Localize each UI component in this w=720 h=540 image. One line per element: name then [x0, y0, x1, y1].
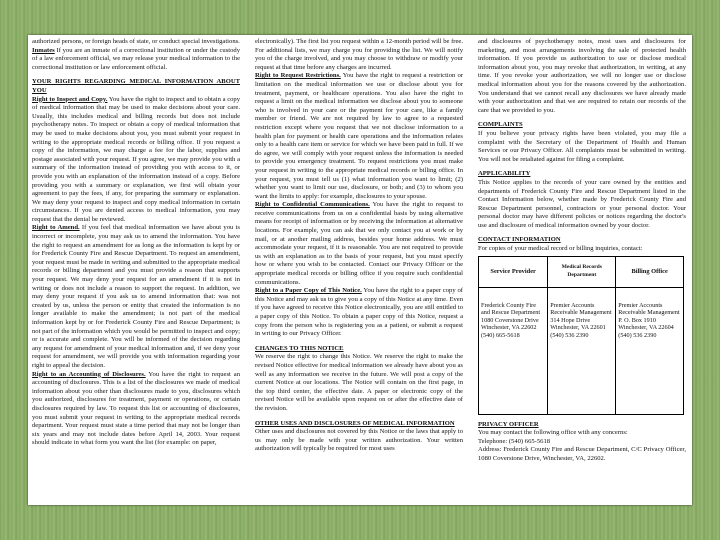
- contact-text: For copies of your medical record or billing inquiries, contact:: [478, 245, 643, 253]
- table-header: Medical Records Department: [548, 256, 616, 287]
- paper-copy-heading: Right to a Paper Copy of This Notice.: [255, 287, 362, 295]
- inspect-heading: Right to Inspect and Copy.: [32, 95, 108, 103]
- paper-copy-paragraph: [255, 287, 463, 339]
- contact-table: [478, 256, 684, 415]
- other-uses-heading: OTHER USES AND DISCLOSURES OF MEDICAL INFORMATION: [255, 419, 455, 427]
- confidential-text: You have the right to request to receive communications from us on a confidential basis by using alternative means for receipt of information or by receiving the information at alternative locations. For example, you can ask that we only contact you at work or by mail, or at another mailing address, besides your home address. We must accommodate your request, if it is reasonable. You are not required to provide us with an explanation as to the basis of your request, but you must specify how or where you wish to be contacted. Contact our Privacy Officer or the appropriate medical records or billing office if you require such confidential communications.: [255, 201, 463, 286]
- address: Address: Frederick County Fire and Rescue Department, C/C Privacy Officer, 1080 Coverstone Drive, Winchester, VA, 22602.: [478, 446, 686, 463]
- paragraph: electronically). The first list you request within a 12-month period will be free. For additional lists, we may charge you for providing the list. We will notify you of the charge involved, and you may choose to withdraw or modify your request at that time before any charges are incurred.: [255, 38, 463, 71]
- table-cell: Premier Accounts Receivable Management 314 Hope Drive Winchester, VA 22601 (540) 536 2390: [548, 287, 616, 414]
- restrictions-text: You have the right to request a restriction or limitation on the medical information we use or disclose about you for treatment, payment, or healthcare operations. You also have the right to request a limit on the medical information we disclose about you to someone who is involved in your care or the payment for your care, like a family member or friend. We are not required by law to agree to a requested restriction except where you request that we not disclose information to a health plan for payment or health care operations and the information relates only to a health care item or service for which we have been paid in full. If we do agree, we will comply with your request unless the information is needed to provide you emergency treatment. To request restrictions you must make your request in writing to the appropriate medical records or billing office. In your request, you must tell us (1) what information you want to limit; (2) whether you want to limit our use, disclosure, or both; and (3) to whom you want the limits to apply: for example, disclosures to your spouse.: [255, 72, 463, 200]
- accounting-heading: Right to an Accounting of Disclosures.: [32, 370, 146, 378]
- inmates-heading: Inmates: [32, 46, 55, 54]
- complaints-text: If you believe your privacy rights have been violated, you may file a complaint with the Secretary of the Department of Health and Human Services or our Privacy Officer. All complaints must be submitted in writing. You will not be retaliated against for filing a complaint.: [478, 129, 686, 163]
- column-1: [32, 38, 240, 448]
- column-3: [478, 38, 686, 464]
- confidential-heading: Right to Confidential Communications.: [255, 201, 370, 209]
- contact-heading: CONTACT INFORMATION: [478, 236, 561, 244]
- inmates-paragraph: [32, 47, 240, 73]
- accounting-text: You have the right to request an accounting of disclosures. This is a list of the disclosures we made of medical information about you other than disclosures made to you, disclosures which you authorized, disclosures for treatment, payment or operations, or certain disclosures required by law. To request this list or accounting of disclosures, you must submit your request in writing to the appropriate medical records department. Your request must state a time period that may not be longer than six years and may not include dates before April 14, 2003. Your request should indicate in what form you want the list (for example: on paper,: [32, 370, 240, 447]
- paragraph: authorized persons, or foreign heads of state, or conduct special investigations.: [32, 38, 240, 45]
- column-2: [255, 38, 463, 454]
- rights-heading: YOUR RIGHTS REGARDING MEDICAL INFORMATION ABOUT YOU: [32, 78, 240, 94]
- changes-heading: CHANGES TO THIS NOTICE: [255, 344, 344, 352]
- applicability-text: This Notice applies to the records of your care owned by the entities and departments of Frederick County Fire and Rescue Department listed in the Contact Information below, whether made by Frederick County Fire and Rescue Department personnel, contractors or your personal doctor. Your personal doctor may have different policies or notices regarding the doctor's use and disclosure of medical information owned by your doctor.: [478, 178, 686, 229]
- inspect-text: You have the right to inspect and to obtain a copy of medical information that may be used to make decisions about your care. Usually, this includes medical and billing records but does not include psychotherapy notes. To inspect or obtain a copy of medical information that may be used to make decisions about you, you must submit your request in writing to the appropriate medical records or billing office. If you request a copy of the information, we may charge a fee for the labor, supplies and postage associated with your request. If you agree, we may provide you with a summary of the information instead of providing you with access to it, or provide you with an explanation of the information instead of a copy. Before providing you with a summary or explanation, we first will obtain your agreement to pay the fees, if any, for preparing the summary or explanation. We may deny your request to inspect and copy medical information in certain circumstances. If you are denied access to medical information, you may request that the denial be reviewed.: [32, 95, 241, 223]
- privacy-officer-text: You may contact the following office with any concerns:: [478, 429, 628, 437]
- telephone: Telephone: (540) 665-5618: [478, 437, 551, 445]
- amend-text: If you feel that medical information we have about you is incorrect or incomplete, you may ask us to amend the information. You have the right to request an amendment for as long as the information is kept by or for Frederick County Fire and Rescue Department. To request an amendment, your request must be made in writing and submitted to the appropriate medical records or billing department and you must provide a reason that supports your request. We may deny your request for an amendment if it is not in writing or does not include a reason to support the request. In addition, we may deny your request if you ask us to amend information that: was not created by us, unless the person or entity that created the information is no longer available to make the amendment; is not part of the medical information kept by or for Frederick County Fire and Rescue Department; is not part of the information which you would be permitted to inspect and copy; or is accurate and complete. You will be informed of the decision regarding any request for amendment of your medical information and, if we deny your request for amendment, we will provide you with information regarding your right to appeal the decision.: [32, 224, 241, 369]
- table-cell: Premier Accounts Receivable Management P. O. Box 1910 Winchester, VA 22604 (540) 536 2390: [616, 287, 684, 414]
- other-uses-text: Other uses and disclosures not covered by this Notice or the laws that apply to us may only be made with your written authorization. Your written authorization will typically be required for most uses: [255, 428, 463, 453]
- privacy-officer-heading: PRIVACY OFFICER: [478, 420, 539, 428]
- accounting-paragraph: [32, 371, 240, 448]
- table-header: Service Provider: [479, 256, 548, 287]
- restrictions-paragraph: [255, 72, 463, 201]
- table-cell: Frederick County Fire and Rescue Department 1080 Coverstone Drive Winchester, VA 22602 (540) 665-5618: [479, 287, 548, 414]
- inspect-paragraph: [32, 96, 240, 225]
- paper-copy-text: You have the right to a paper copy of this Notice and may ask us to give you a copy of this Notice at any time. Even if you have agreed to receive this Notice electronically, you are still entitled to a paper copy of this Notice. To obtain a paper copy of this Notice, request a copy from the person who is registering you as a patient, or submit a request in writing to our Privacy Officer.: [255, 287, 463, 338]
- table-header: Billing Office: [616, 256, 684, 287]
- confidential-paragraph: [255, 201, 463, 287]
- amend-heading: Right to Amend.: [32, 224, 80, 232]
- complaints-heading: COMPLAINTS: [478, 121, 523, 129]
- paragraph: and disclosures of psychotherapy notes, most uses and disclosures for marketing, and most arrangements involving the sale of protected health information. If you provide us authorization to use or disclose medical information about you, you may revoke that authorization, in writing, at any time. If you revoke your authorization, we will no longer use or disclose medical information about you for the reasons covered by the authorization. You understand that we cannot recall any disclosures we have already made with your authorization and that we are required to retain our records of the care that we provided to you.: [478, 38, 686, 114]
- inmates-text: If you are an inmate of a correctional institution or under the custody of a law enforcement official, we may release your medical information to the correctional institution or law enforcement official.: [32, 46, 240, 71]
- restrictions-heading: Right to Request Restrictions.: [255, 72, 341, 80]
- amend-paragraph: [32, 224, 240, 370]
- changes-text: We reserve the right to change this Notice. We reserve the right to make the revised Notice effective for medical information we already have about you as well as any information we receive in the future. We will post a copy of the current Notice at our locations. The Notice will contain on the first page, in the top third center, the effective date. A paper or electronic copy of the revised Notice will be available upon request on or after the effective date of the revision.: [255, 353, 463, 412]
- document-page: [28, 35, 692, 505]
- applicability-heading: APPLICABILITY: [478, 170, 531, 178]
